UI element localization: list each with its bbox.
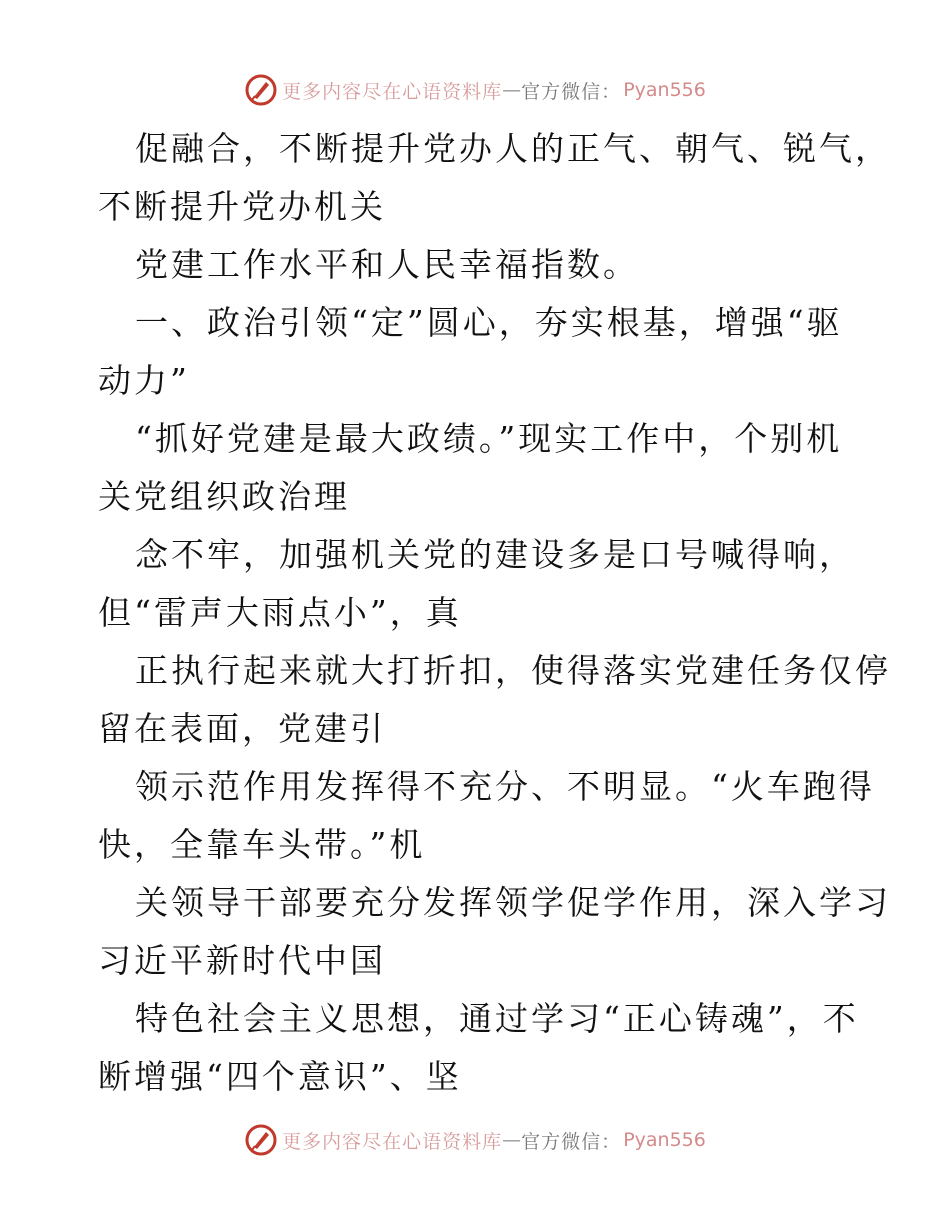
body-line: 留在表面，党建引 [98,709,386,748]
quill-logo-icon [244,73,278,107]
banner-text: 更多内容尽在心语资料库 [282,1130,503,1153]
body-line: 但“雷声大雨点小”，真 [98,593,462,632]
body-line: 快，全靠车头带。”机 [98,825,426,864]
banner-separator: — [502,1129,522,1151]
body-line: 党建工作水平和人民幸福指数。 [135,245,639,284]
document-body [98,120,891,1106]
body-line: 不断提升党办机关 [98,187,386,226]
header-banner [0,70,950,110]
body-line: 特色社会主义思想，通过学习“正心铸魂”，不 [135,999,859,1038]
section-heading: 一、政治引领“定”圆心，夯实根基，增强“驱 [135,303,843,342]
banner-wechat-id: Pyan556 [623,1129,706,1151]
body-line: “抓好党建是最大政绩。”现实工作中，个别机 [135,419,843,458]
body-line: 断增强“四个意识”、坚 [98,1057,462,1096]
section-heading-cont: 动力” [98,361,190,400]
body-line: 念不牢，加强机关党的建设多是口号喊得响， [135,535,855,574]
body-line: 关领导干部要充分发挥领学促学作用，深入学习 [135,883,891,922]
banner-wechat-label: 官方微信： [521,1130,622,1153]
body-line: 正执行起来就大打折扣，使得落实党建任务仅停 [135,651,891,690]
quill-logo-icon [244,1123,278,1157]
banner-separator: — [502,79,522,101]
body-line: 关党组织政治理 [98,477,350,516]
footer-banner [0,1120,950,1160]
body-line: 习近平新时代中国 [98,941,386,980]
body-line: 领示范作用发挥得不充分、不明显。“火车跑得 [135,767,875,806]
banner-wechat-label: 官方微信： [521,80,622,103]
banner-wechat-id: Pyan556 [623,79,706,101]
body-line: 促融合，不断提升党办人的正气、朝气、锐气， [135,129,891,168]
banner-text: 更多内容尽在心语资料库 [282,80,503,103]
